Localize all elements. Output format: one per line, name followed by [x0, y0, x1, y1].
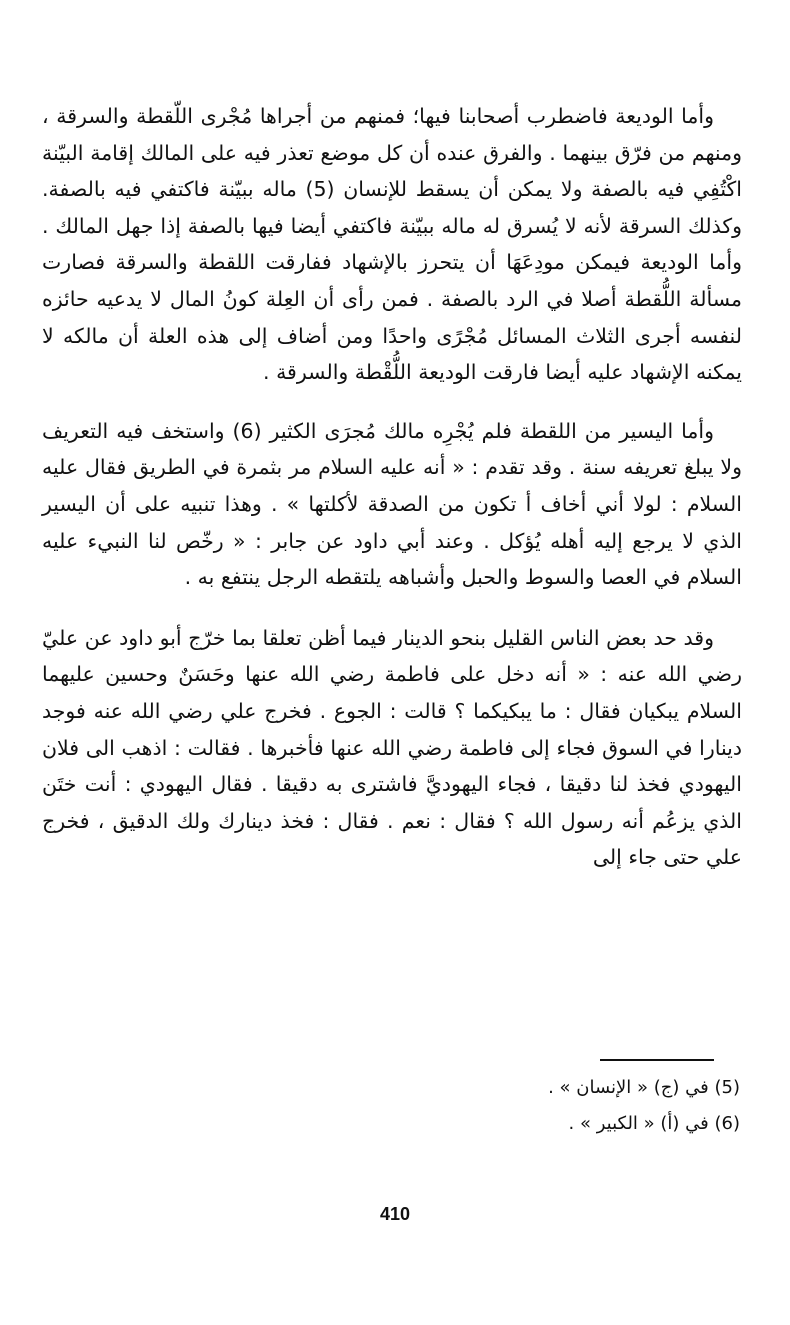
paragraph-small-lost-items: وأما اليسير من اللقطة فلم يُجْرِه مالك مُجرَى الكثير (6) واستخف فيه التعريف ولا يبلغ تعريفه سنة . وقد تقدم : « أنه عليه السلام مر بثمرة في الطريق فقال عليه السلام : لولا أني أخاف أ تكون من الصدقة لأكلتها » . وهذا تنبيه على أن اليسير الذي لا يرجع إليه أهله يُؤكل . وعند أبي داود عن جابر : « رخّص لنا النبيء عليه السلام في العصا والسوط والحبل وأشباهه يلتقطه الرجل ينتفع به . — [42, 418, 742, 590]
footnote-5: (5) في (ج) « الإنسان » . — [548, 1077, 740, 1098]
footnotes — [400, 1070, 740, 1142]
main-text — [42, 98, 742, 876]
footnote-6: (6) في (أ) « الكبير » . — [568, 1113, 740, 1134]
paragraph-deposit: وأما الوديعة فاضطرب أصحابنا فيها؛ فمنهم من أجراها مُجْرى اللّقطة والسرقة ، ومنهم من فرّق بينهما . والفرق عنده أن كل موضع تعذر فيه على المالك إقامة البيّنة اكْتُفِي فيه بالصفة ولا يمكن أن يسقط للإنسان (5) ماله ببيّنة فاكتفي فيه بالصفة. وكذلك السرقة لأنه لا يُسرق له ماله ببيّنة فاكتفي أيضا فيها بالصفة إذا جهل المالك . وأما الوديعة فيمكن مودِعَهَا أن يتحرز بالإشهاد ففارقت اللقطة والسرقة فصارت مسألة اللُّقطة أصلا في الرد بالصفة . فمن رأى أن العِلة كونُ المال لا يدعيه حائزه لنفسه أجرى الثلاث المسائل مُجْرًى واحدًا ومن أضاف إلى هذه العلة أن مالكه لا يمكنه الإشهاد عليه أيضا فارقت الوديعة اللُّقْطة والسرقة . — [42, 104, 742, 385]
page-number: 410 — [379, 1204, 411, 1224]
paragraph-dinar-hadith: وقد حد بعض الناس القليل بنحو الدينار فيما أظن تعلقا بما خرّج أبو داود عن عليّ رضي الله عنه : « أنه دخل على فاطمة رضي الله عنها وحَسَنٌ وحسين عليهما السلام يبكيان فقال : ما يبكيكما ؟ قالت : الجوع . فخرج علي رضي الله عنه فوجد دينارا في السوق فجاء إلى فاطمة رضي الله عنها فأخبرها . فقالت : اذهب الى فلان اليهودي فخذ لنا دقيقا ، فجاء اليهوديَّ فاشترى به دقيقا . فقال اليهودي : أنت ختَن الذي يزعُم أنه رسول الله ؟ فقال : نعم . فقال : فخذ دينارك ولك الدقيق ، فخرج علي حتى جاء إلى — [42, 625, 742, 870]
footnote-divider — [600, 1059, 714, 1061]
